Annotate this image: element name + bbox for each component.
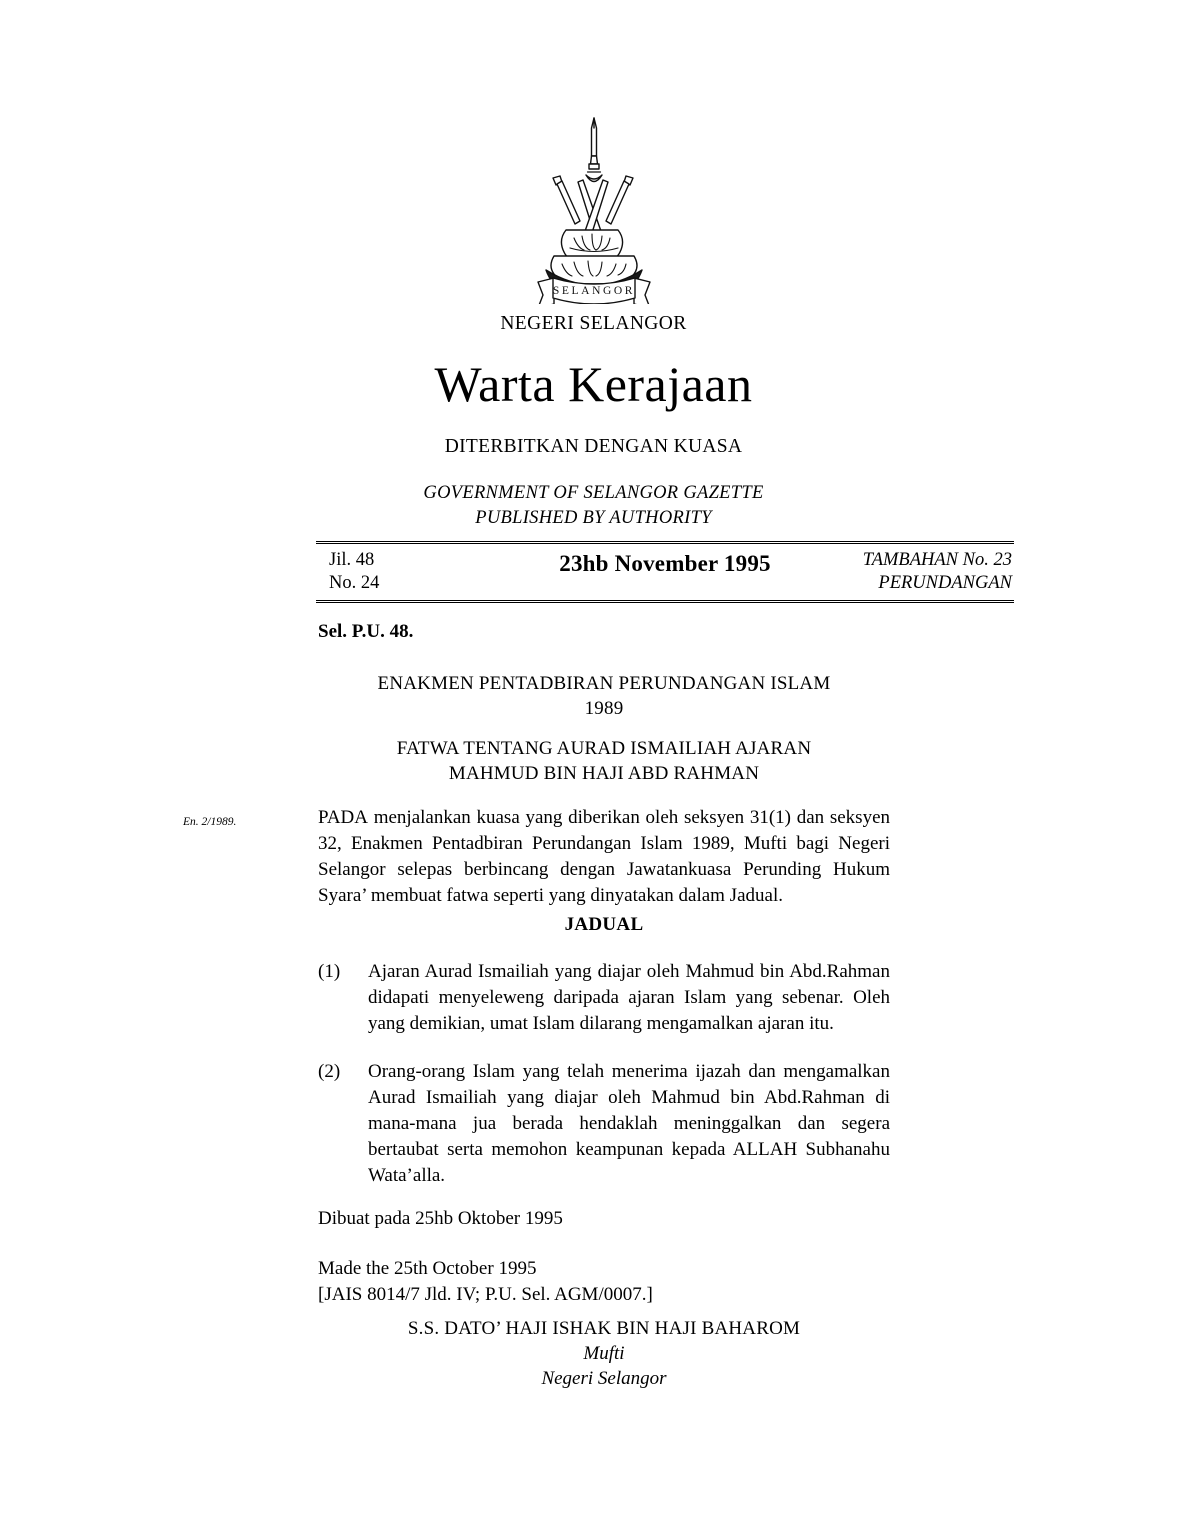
signatory-name: S.S. DATO’ HAJI ISHAK BIN HAJI BAHAROM: [407, 1318, 801, 1339]
issue-date: 23hb November 1995: [559, 551, 771, 576]
issue-volume: Jil. 48: [329, 550, 375, 570]
clause-number: (2): [318, 1061, 341, 1082]
issue-number: No. 24: [329, 573, 380, 593]
made-date-malay: Dibuat pada 25hb Oktober 1995: [318, 1208, 563, 1229]
act-title-line1: ENAKMEN PENTADBIRAN PERUNDANGAN ISLAM: [377, 673, 831, 694]
schedule-clause: [318, 959, 890, 1037]
margin-note: En. 2/1989.: [183, 816, 237, 828]
published-authority-english: [0, 481, 1187, 531]
issue-supplement-type: PERUNDANGAN: [878, 573, 1012, 593]
signatory-place: Negeri Selangor: [541, 1368, 667, 1389]
schedule-clause-list: [318, 959, 890, 1211]
act-title-line2: 1989: [584, 698, 624, 719]
fatwa-title-line1: FATWA TENTANG AURAD ISMAILIAH AJARAN: [396, 738, 812, 759]
schedule-heading: JADUAL: [564, 914, 644, 935]
file-reference: [JAIS 8014/7 Jld. IV; P.U. Sel. AGM/0007.]: [318, 1284, 653, 1305]
preamble-text: menjalankan kuasa yang diberikan oleh seksyen 31(1) dan seksyen 32, Enakmen Pentadbiran Perundangan Islam 1989, Mufti bagi Negeri Selangor selepas berbincang dengan Jawatankuasa Perunding Hukum Syara’ membuat fatwa seperti yang dinyatakan dalam Jadual.: [318, 807, 890, 906]
fatwa-title-line2: MAHMUD BIN HAJI ABD RAHMAN: [448, 763, 760, 784]
fatwa-title: [318, 736, 890, 786]
published-by-authority: PUBLISHED BY AUTHORITY: [475, 508, 712, 528]
crest-container: [0, 112, 1187, 309]
gazette-title: Warta Kerajaan: [434, 356, 753, 412]
made-date-english: Made the 25th October 1995: [318, 1258, 537, 1279]
published-authority-malay: DITERBITKAN DENGAN KUASA: [444, 436, 743, 457]
clause-text: Ajaran Aurad Ismailiah yang diajar oleh Mahmud bin Abd.Rahman didapati menyeleweng daripada ajaran Islam yang sebenar. Oleh yang demikian, umat Islam dilarang mengamalkan ajaran itu.: [368, 961, 890, 1034]
preamble-lead-word: PADA: [318, 807, 368, 828]
signatory-role: Mufti: [583, 1343, 625, 1364]
clause-number: (1): [318, 961, 341, 982]
issue-supplement-number: TAMBAHAN No. 23: [862, 550, 1012, 570]
issue-bar: [316, 541, 1014, 603]
signature-block: [318, 1316, 890, 1391]
state-name: NEGERI SELANGOR: [500, 313, 687, 334]
pu-number: Sel. P.U. 48.: [318, 621, 414, 642]
clause-text: Orang-orang Islam yang telah menerima ijazah dan mengamalkan Aurad Ismailiah yang diajar oleh Mahmud bin Abd.Rahman di mana-mana jua berada hendaklah meninggalkan dan segera bertaubat serta memohon keampunan kepada ALLAH Subhanahu Wata’alla.: [368, 1061, 890, 1186]
schedule-clause: [318, 1059, 890, 1189]
preamble-paragraph: [318, 805, 890, 909]
issue-supplement-block: [863, 549, 1012, 595]
gazette-title-english: GOVERNMENT OF SELANGOR GAZETTE: [423, 483, 764, 503]
made-date-english-block: [318, 1256, 653, 1308]
act-title: [318, 671, 890, 721]
selangor-coat-of-arms-icon: [520, 112, 668, 304]
crest-banner-text: SELANGOR: [552, 285, 635, 297]
